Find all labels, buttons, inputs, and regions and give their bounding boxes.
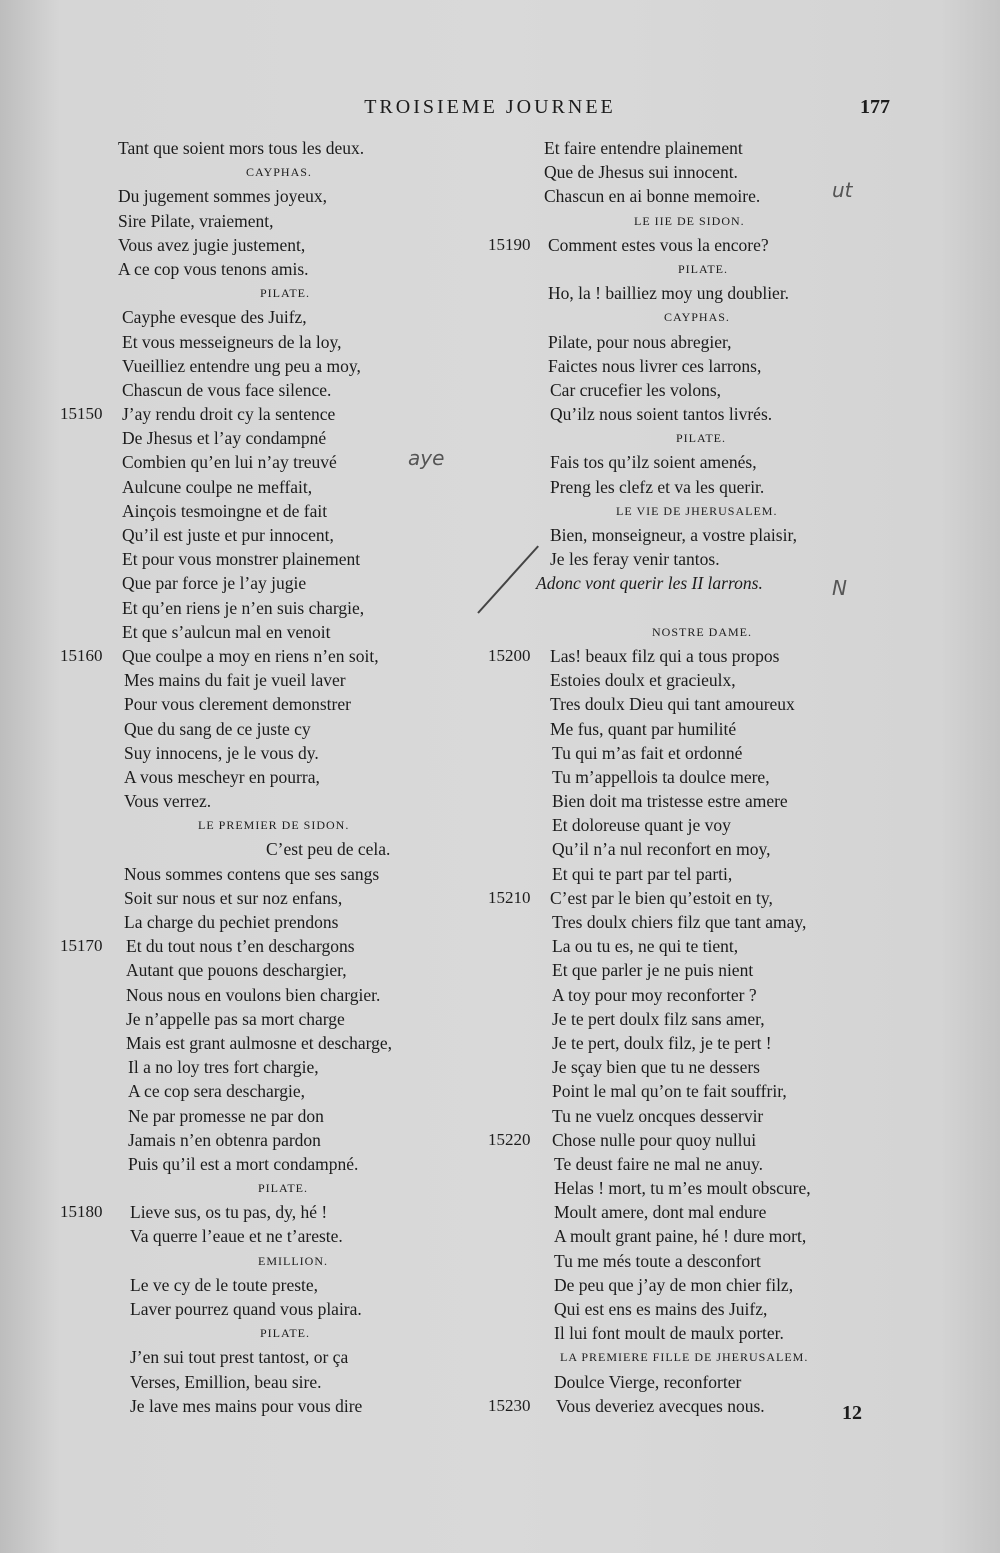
line-text: Bien doit ma tristesse estre amere	[552, 791, 788, 812]
line-text: LE VIE DE JHERUSALEM.	[616, 503, 778, 518]
line-text: Va querre l’eaue et ne t’areste.	[130, 1226, 343, 1247]
line-text: Tu qui m’as fait et ordonné	[552, 742, 743, 763]
line-text: Jamais n’en obtenra pardon	[128, 1129, 321, 1150]
line-text: Que coulpe a moy en riens n’en soit,	[122, 645, 379, 666]
verse-line	[60, 741, 480, 765]
verse-line	[60, 958, 480, 982]
verse-line	[60, 1394, 480, 1418]
verse-line	[488, 523, 888, 547]
line-text: Chascun en ai bonne memoire.	[544, 186, 761, 207]
verse-line	[60, 862, 480, 886]
verse-line	[488, 233, 888, 257]
line-text: C’est par le bien qu’estoit en ty,	[550, 887, 773, 908]
verse-line	[60, 1273, 480, 1297]
line-text: Puis qu’il est a mort condampné.	[128, 1153, 359, 1174]
speaker-name	[60, 160, 480, 184]
verse-line	[488, 1152, 888, 1176]
verse-line	[488, 1249, 888, 1273]
speaker-name	[60, 1321, 480, 1345]
line-text: Et du tout nous t’en deschargons	[126, 936, 355, 957]
verse-line	[60, 402, 480, 426]
verse-line	[488, 717, 888, 741]
line-text: Je les feray venir tantos.	[550, 549, 720, 570]
verse-line	[488, 184, 888, 208]
line-number: 15200	[488, 645, 531, 665]
verse-line	[488, 402, 888, 426]
verse-line	[488, 378, 888, 402]
verse-line	[488, 547, 888, 571]
line-number: 15220	[488, 1129, 531, 1149]
line-text: J’en sui tout prest tantost, or ça	[130, 1347, 349, 1368]
line-text: Combien qu’en lui n’ay treuvé	[122, 452, 337, 473]
line-text: Vous avez jugie justement,	[118, 234, 306, 255]
verse-line	[488, 1321, 888, 1345]
line-text: CAYPHAS.	[664, 310, 730, 325]
line-text: Aulcune coulpe ne meffait,	[122, 476, 313, 497]
line-text: Et que s’aulcun mal en venoit	[122, 621, 331, 642]
line-text: Je sçay bien que tu ne dessers	[552, 1057, 760, 1078]
verse-line	[60, 378, 480, 402]
speaker-name	[488, 499, 888, 523]
verse-line	[488, 136, 888, 160]
verse-line	[60, 1104, 480, 1128]
margin-note-ut: ut	[832, 178, 853, 202]
speaker-name	[60, 1176, 480, 1200]
line-text: Mais est grant aulmosne et descharge,	[126, 1032, 392, 1053]
verse-line	[488, 789, 888, 813]
blank-line	[488, 596, 888, 620]
verse-line	[488, 862, 888, 886]
line-text: Autant que pouons deschargier,	[126, 960, 347, 981]
line-text: Point le mal qu’on te fait souffrir,	[552, 1081, 787, 1102]
verse-line	[488, 668, 888, 692]
line-text: Vous verrez.	[124, 791, 212, 812]
verse-line	[60, 571, 480, 595]
verse-line	[60, 1224, 480, 1248]
line-text: Tres doulx Dieu qui tant amoureux	[550, 694, 795, 715]
verse-line	[60, 644, 480, 668]
verse-line	[488, 1128, 888, 1152]
line-text: Que par force je l’ay jugie	[122, 573, 307, 594]
right-column	[488, 136, 888, 1418]
verse-line	[488, 934, 888, 958]
verse-line	[60, 596, 480, 620]
verse-line	[60, 934, 480, 958]
line-text: Je te pert doulx filz sans amer,	[552, 1008, 765, 1029]
line-text: A toy pour moy reconforter ?	[552, 984, 757, 1005]
line-text: Le ve cy de le toute preste,	[130, 1274, 319, 1295]
speaker-name	[488, 1345, 888, 1369]
line-text: A vous mescheyr en pourra,	[124, 766, 320, 787]
line-text: Vueilliez entendre ung peu a moy,	[122, 355, 361, 376]
verse-line	[488, 450, 888, 474]
line-text: Et doloreuse quant je voy	[552, 815, 731, 836]
left-column	[60, 136, 480, 1418]
verse-line	[60, 1031, 480, 1055]
verse-line	[60, 1297, 480, 1321]
line-text: Pilate, pour nous abregier,	[548, 331, 732, 352]
line-text: Estoies doulx et gracieulx,	[550, 670, 736, 691]
line-text: Tu ne vuelz oncques desservir	[552, 1105, 764, 1126]
verse-line	[60, 330, 480, 354]
verse-line	[488, 1224, 888, 1248]
line-text: Et qui te part par tel parti,	[552, 863, 733, 884]
verse-line	[60, 789, 480, 813]
line-text: PILATE.	[258, 1181, 308, 1196]
line-text: La ou tu es, ne qui te tient,	[552, 936, 739, 957]
line-text: Et que parler je ne puis nient	[552, 960, 754, 981]
line-text: LE PREMIER DE SIDON.	[198, 818, 350, 833]
line-text: Qu’ilz nous soient tantos livrés.	[550, 404, 773, 425]
verse-line	[488, 837, 888, 861]
line-text: Preng les clefz et va les querir.	[550, 476, 765, 497]
verse-line	[488, 1055, 888, 1079]
speaker-name	[488, 257, 888, 281]
line-number: 15170	[60, 936, 103, 956]
verse-line	[488, 330, 888, 354]
line-text: Qu’il n’a nul reconfort en moy,	[552, 839, 771, 860]
verse-line	[488, 910, 888, 934]
line-text: Suy innocens, je le vous dy.	[124, 742, 319, 763]
verse-line	[488, 644, 888, 668]
verse-line	[488, 958, 888, 982]
verse-line	[488, 886, 888, 910]
line-text: EMILLION.	[258, 1253, 328, 1268]
line-text: Las! beaux filz qui a tous propos	[550, 645, 780, 666]
line-text: Chascun de vous face silence.	[122, 379, 332, 400]
line-text: Nous sommes contens que ses sangs	[124, 863, 380, 884]
verse-line	[488, 1394, 888, 1418]
verse-line	[60, 910, 480, 934]
line-text: Ainçois tesmoingne et de fait	[122, 500, 328, 521]
line-text: Du jugement sommes joyeux,	[118, 186, 328, 207]
verse-line	[60, 1200, 480, 1224]
verse-line	[60, 499, 480, 523]
verse-line	[60, 305, 480, 329]
verse-line	[488, 1079, 888, 1103]
verse-line	[60, 257, 480, 281]
verse-line	[60, 136, 480, 160]
verse-line	[488, 354, 888, 378]
line-text: Tres doulx chiers filz que tant amay,	[552, 912, 807, 932]
line-text: Moult amere, dont mal endure	[554, 1202, 767, 1223]
line-text: Et pour vous monstrer plainement	[122, 549, 361, 570]
line-text: Ho, la ! bailliez moy ung doublier.	[548, 283, 790, 304]
verse-line	[60, 475, 480, 499]
verse-line	[488, 692, 888, 716]
verse-line	[488, 765, 888, 789]
line-number: 15210	[488, 887, 531, 907]
line-text: Fais tos qu’ilz soient amenés,	[550, 452, 757, 473]
verse-line	[488, 1007, 888, 1031]
margin-note-n: N	[832, 576, 847, 600]
speaker-name	[60, 813, 480, 837]
line-number: 15180	[60, 1202, 103, 1222]
line-text: Pour vous clerement demonstrer	[124, 694, 351, 715]
line-number: 15160	[60, 645, 103, 665]
line-text: PILATE.	[676, 431, 726, 446]
line-text: Faictes nous livrer ces larrons,	[548, 355, 762, 376]
line-text: Doulce Vierge, reconforter	[554, 1371, 742, 1392]
verse-line	[60, 354, 480, 378]
verse-line	[60, 1370, 480, 1394]
line-text: De Jhesus et l’ay condampné	[122, 428, 327, 449]
line-text: Car crucefier les volons,	[550, 379, 722, 400]
verse-line	[60, 209, 480, 233]
line-text: Nous nous en voulons bien chargier.	[126, 984, 381, 1005]
line-text: Comment estes vous la encore?	[548, 234, 769, 255]
line-text: Je te pert, doulx filz, je te pert !	[552, 1032, 772, 1053]
verse-line	[488, 475, 888, 499]
verse-line	[488, 983, 888, 1007]
verse-line	[60, 233, 480, 257]
verse-line	[60, 886, 480, 910]
verse-line	[488, 281, 888, 305]
verse-line	[488, 813, 888, 837]
line-text: Que du sang de ce juste cy	[124, 718, 311, 739]
running-title: TROISIEME JOURNEE	[364, 96, 616, 118]
line-text: PILATE.	[260, 1326, 310, 1341]
line-text: C’est peu de cela.	[266, 839, 391, 860]
line-text: La charge du pechiet prendons	[124, 912, 339, 932]
verse-line	[60, 1345, 480, 1369]
line-text: Bien, monseigneur, a vostre plaisir,	[550, 525, 797, 545]
verse-line	[60, 837, 480, 861]
verse-line	[60, 184, 480, 208]
line-text: A ce cop vous tenons amis.	[118, 258, 309, 279]
page-number: 177	[860, 96, 890, 118]
verse-line	[60, 523, 480, 547]
verse-line	[60, 1055, 480, 1079]
line-text: Et vous messeigneurs de la loy,	[122, 331, 342, 352]
line-text: Qu’il est juste et pur innocent,	[122, 525, 334, 545]
line-text: Verses, Emillion, beau sire.	[130, 1371, 322, 1392]
verse-line	[60, 983, 480, 1007]
line-text: J’ay rendu droit cy la sentence	[122, 404, 336, 425]
line-text: Cayphe evesque des Juifz,	[122, 307, 307, 328]
speaker-name	[60, 1249, 480, 1273]
line-text: Et faire entendre plainement	[544, 138, 743, 158]
line-text: Sire Pilate, vraiement,	[118, 210, 274, 231]
speaker-name	[488, 620, 888, 644]
line-text: Tu me més toute a desconfort	[554, 1250, 761, 1271]
speaker-name	[60, 281, 480, 305]
line-number: 15230	[488, 1395, 531, 1415]
line-text: Je n’appelle pas sa mort charge	[126, 1008, 345, 1029]
speaker-name	[488, 209, 888, 233]
verse-line	[60, 1128, 480, 1152]
line-text: Ne par promesse ne par don	[128, 1105, 324, 1126]
line-text: LA PREMIERE FILLE DE JHERUSALEM.	[560, 1350, 809, 1365]
line-text: Tu m’appellois ta doulce mere,	[552, 766, 770, 787]
line-text: Et qu’en riens je n’en suis chargie,	[122, 597, 365, 618]
verse-line	[488, 1176, 888, 1200]
verse-line	[60, 620, 480, 644]
margin-note-aye: aye	[408, 446, 445, 470]
line-text: Il a no loy tres fort chargie,	[128, 1057, 319, 1078]
line-number: 15190	[488, 234, 531, 254]
verse-line	[488, 1031, 888, 1055]
verse-line	[60, 692, 480, 716]
line-text: Soit sur nous et sur noz enfans,	[124, 887, 343, 908]
line-text: Chose nulle pour quoy nullui	[552, 1129, 757, 1150]
line-text: LE IIE DE SIDON.	[634, 213, 745, 228]
line-text: A ce cop sera deschargie,	[128, 1081, 306, 1102]
line-text: Laver pourrez quand vous plaira.	[130, 1299, 362, 1319]
verse-line	[488, 1370, 888, 1394]
stage-direction	[488, 571, 888, 595]
line-text: NOSTRE DAME.	[652, 624, 753, 639]
line-text: A moult grant paine, hé ! dure mort,	[554, 1226, 807, 1247]
verse-line	[60, 668, 480, 692]
line-text: PILATE.	[678, 261, 728, 276]
line-text: Me fus, quant par humilité	[550, 718, 737, 739]
verse-line	[488, 1104, 888, 1128]
speaker-name	[488, 426, 888, 450]
line-text: De peu que j’ay de mon chier filz,	[554, 1274, 794, 1295]
line-text: Lieve sus, os tu pas, dy, hé !	[130, 1202, 328, 1223]
verse-line	[488, 1297, 888, 1321]
line-text: Que de Jhesus sui innocent.	[544, 162, 738, 183]
verse-line	[60, 1007, 480, 1031]
line-text: PILATE.	[260, 286, 310, 301]
verse-line	[488, 741, 888, 765]
line-text: Adonc vont querir les II larrons.	[536, 573, 763, 594]
line-number: 15150	[60, 404, 103, 424]
verse-line	[488, 1200, 888, 1224]
verse-line	[60, 547, 480, 571]
verse-line	[60, 1152, 480, 1176]
line-text: Helas ! mort, tu m’es moult obscure,	[554, 1178, 811, 1199]
signature-mark: 12	[842, 1402, 862, 1424]
line-text: Il lui font moult de maulx porter.	[554, 1323, 784, 1344]
line-text: Qui est ens es mains des Juifz,	[554, 1299, 768, 1319]
line-text: Je lave mes mains pour vous dire	[130, 1395, 363, 1416]
line-text: Te deust faire ne mal ne anuy.	[554, 1153, 764, 1174]
verse-line	[488, 1273, 888, 1297]
speaker-name	[488, 305, 888, 329]
line-text: Tant que soient mors tous les deux.	[118, 138, 365, 158]
verse-line	[60, 765, 480, 789]
verse-line	[60, 717, 480, 741]
verse-line	[60, 1079, 480, 1103]
line-text: Vous deveriez avecques nous.	[556, 1395, 765, 1416]
line-text: CAYPHAS.	[246, 165, 312, 180]
line-text: Mes mains du fait je vueil laver	[124, 670, 346, 691]
verse-line	[488, 160, 888, 184]
